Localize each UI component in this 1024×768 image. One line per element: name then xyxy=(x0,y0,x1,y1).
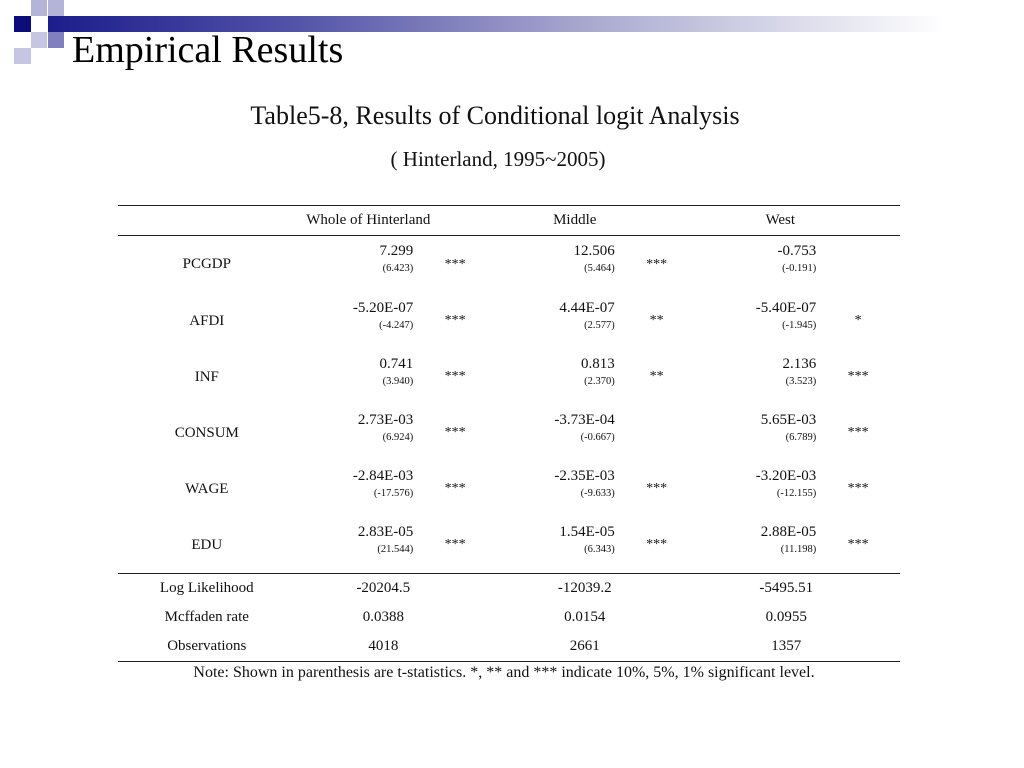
significance-stars: *** xyxy=(847,369,869,384)
stats-row xyxy=(118,632,900,662)
t-statistic: (-17.576) xyxy=(373,488,414,499)
t-statistic: (-1.945) xyxy=(782,320,817,331)
statistic-value-cell xyxy=(296,603,497,632)
coefficient-value: 1.54E-05 xyxy=(559,524,615,540)
coefficient-cell xyxy=(699,405,817,461)
significance-stars: *** xyxy=(847,537,869,552)
coefficient-cell xyxy=(497,405,615,461)
statistic-label: Mcffaden rate xyxy=(164,609,249,625)
statistic-value: -20204.5 xyxy=(356,580,411,596)
deco-square-mid xyxy=(48,32,64,48)
coefficient-value: 2.88E-05 xyxy=(760,524,817,540)
variable-label: CONSUM xyxy=(174,424,239,441)
statistic-value: 4018 xyxy=(368,638,399,654)
statistic-value: -5495.51 xyxy=(759,580,814,596)
t-statistic: (-9.633) xyxy=(580,488,615,499)
t-statistic: (3.523) xyxy=(785,376,817,387)
coefficient-value: 4.44E-07 xyxy=(559,300,615,316)
coefficient-cell xyxy=(296,236,414,294)
header-middle: Middle xyxy=(497,206,698,236)
statistic-value-cell xyxy=(296,632,497,662)
table-title: Table5-8, Results of Conditional logit Analysis xyxy=(250,101,740,130)
results-table xyxy=(118,205,900,662)
coefficient-value: 5.65E-03 xyxy=(760,412,817,428)
variable-label: PCGDP xyxy=(182,256,231,272)
statistic-value-cell xyxy=(497,632,698,662)
coefficient-value: 12.506 xyxy=(573,243,615,259)
t-statistic: (21.544) xyxy=(377,544,414,555)
coefficient-cell xyxy=(699,517,817,574)
coefficient-value: 2.83E-05 xyxy=(357,524,414,540)
statistic-label: Log Likelihood xyxy=(118,574,296,604)
statistic-value-cell xyxy=(699,574,901,604)
t-statistic: (3.940) xyxy=(382,376,414,387)
significance-stars: * xyxy=(854,313,862,328)
coefficient-cell xyxy=(497,517,615,574)
coefficient-cell xyxy=(699,461,817,517)
coefficient-value: -3.73E-04 xyxy=(554,412,615,428)
significance-stars: *** xyxy=(444,256,466,272)
deco-square-dark xyxy=(14,16,31,32)
table-header-row xyxy=(118,206,900,236)
variable-label: INF xyxy=(194,368,219,385)
statistic-value-cell xyxy=(296,574,497,604)
significance-stars: *** xyxy=(847,425,869,440)
deco-square-light xyxy=(14,48,31,64)
deco-square-light xyxy=(48,0,64,16)
table-row xyxy=(118,349,900,405)
statistic-value-cell xyxy=(497,574,698,604)
significance-stars xyxy=(816,236,900,294)
significance-stars xyxy=(615,405,699,461)
header-west: West xyxy=(699,206,901,236)
coefficient-value: 0.741 xyxy=(379,356,414,372)
coefficient-cell xyxy=(497,349,615,405)
coefficient-cell xyxy=(296,517,414,574)
coefficient-cell xyxy=(699,349,817,405)
coefficient-cell xyxy=(296,461,414,517)
t-statistic: (6.789) xyxy=(785,432,817,443)
t-statistic: (2.370) xyxy=(584,376,615,387)
significance-stars: *** xyxy=(847,481,869,496)
t-statistic: (-12.155) xyxy=(776,488,817,499)
t-statistic: (6.924) xyxy=(382,432,414,443)
coefficient-value: -0.753 xyxy=(777,243,817,259)
table-row xyxy=(118,236,900,294)
coefficient-value: -3.20E-03 xyxy=(755,468,817,484)
t-statistic: (6.423) xyxy=(382,263,414,274)
coefficient-value: 7.299 xyxy=(379,243,414,259)
table-subtitle: ( Hinterland, 1995~2005) xyxy=(390,147,606,171)
significance-stars: ** xyxy=(649,369,664,384)
statistic-value-cell xyxy=(699,632,901,662)
deco-square-light xyxy=(31,0,47,16)
variable-label: EDU xyxy=(191,536,223,553)
table-row xyxy=(118,293,900,349)
coefficient-value: 0.813 xyxy=(581,356,615,372)
coefficient-cell xyxy=(497,236,615,294)
statistic-value: 1357 xyxy=(771,638,802,654)
significance-stars: *** xyxy=(444,369,466,384)
header-empty xyxy=(118,206,296,236)
stats-row xyxy=(118,574,900,604)
variable-label: AFDI xyxy=(189,312,225,329)
significance-stars: *** xyxy=(646,537,668,552)
significance-stars: *** xyxy=(444,313,466,328)
table-row xyxy=(118,405,900,461)
statistic-value: 0.0388 xyxy=(362,609,404,625)
t-statistic: (5.464) xyxy=(584,263,615,274)
coefficient-value: -5.20E-07 xyxy=(352,300,414,316)
statistic-value-cell xyxy=(699,603,901,632)
statistic-value-cell xyxy=(497,603,698,632)
coefficient-cell xyxy=(497,293,615,349)
t-statistic: (6.343) xyxy=(584,544,615,555)
statistic-label: Observations xyxy=(118,632,296,662)
slide-title: Empirical Results xyxy=(72,29,344,71)
stats-row xyxy=(118,603,900,632)
statistic-value: -12039.2 xyxy=(557,580,612,596)
significance-stars: *** xyxy=(646,256,668,272)
coefficient-cell xyxy=(296,405,414,461)
t-statistic: (-0.191) xyxy=(782,263,817,274)
statistic-value: 2661 xyxy=(569,638,600,654)
coefficient-cell xyxy=(699,236,817,294)
t-statistic: (11.198) xyxy=(780,544,817,555)
coefficient-cell xyxy=(296,349,414,405)
coefficient-cell xyxy=(699,293,817,349)
significance-stars: ** xyxy=(649,313,664,328)
significance-stars: *** xyxy=(444,481,466,496)
coefficient-cell xyxy=(296,293,414,349)
statistic-value: 0.0154 xyxy=(564,609,606,625)
significance-stars: *** xyxy=(646,481,668,496)
coefficient-value: -2.35E-03 xyxy=(554,468,615,484)
coefficient-value: 2.136 xyxy=(782,356,817,372)
table-note: Note: Shown in parenthesis are t-statistics. *, ** and *** indicate 10%, 5%, 1% significant level. xyxy=(193,664,815,681)
coefficient-value: -5.40E-07 xyxy=(755,300,817,316)
header-whole: Whole of Hinterland xyxy=(296,206,497,236)
table-row xyxy=(118,461,900,517)
table-row xyxy=(118,517,900,574)
t-statistic: (-0.667) xyxy=(580,432,615,443)
deco-square-light xyxy=(31,32,47,48)
statistic-value: 0.0955 xyxy=(765,609,807,625)
t-statistic: (2.577) xyxy=(584,320,615,331)
t-statistic: (-4.247) xyxy=(379,320,414,331)
variable-label: WAGE xyxy=(185,480,229,497)
significance-stars: *** xyxy=(444,537,466,552)
significance-stars: *** xyxy=(444,425,466,440)
coefficient-value: 2.73E-03 xyxy=(357,412,414,428)
coefficient-cell xyxy=(497,461,615,517)
coefficient-value: -2.84E-03 xyxy=(352,468,414,484)
